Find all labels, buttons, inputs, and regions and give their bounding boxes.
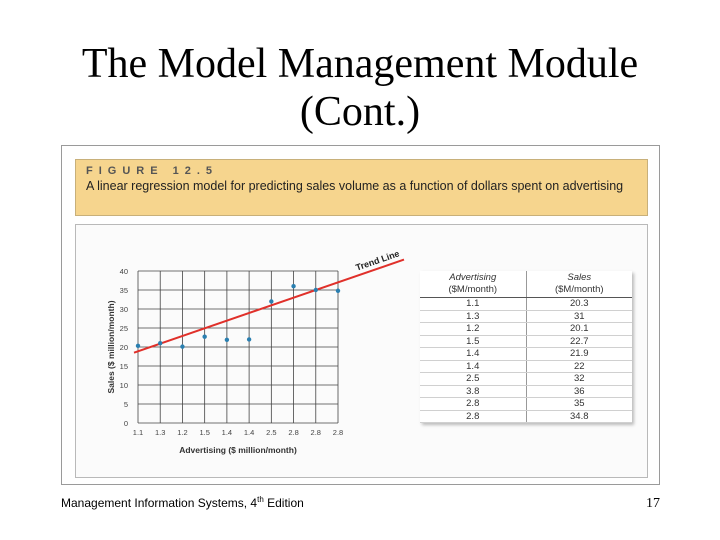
page-number: 17 (646, 496, 660, 511)
table-row (420, 335, 632, 348)
y-tick-label: 40 (119, 267, 128, 276)
footer-text (61, 495, 304, 510)
cell-sales: 21.9 (526, 348, 632, 361)
y-tick-label: 30 (119, 305, 128, 314)
figure-caption: A linear regression model for predicting sales volume as a function of dollars spent on advertising (86, 179, 624, 193)
footer-edition: Edition (263, 496, 304, 510)
cell-sales: 35 (526, 398, 632, 411)
cell-sales: 20.3 (526, 298, 632, 311)
table-row (420, 385, 632, 398)
x-tick-label: 1.3 (155, 428, 166, 437)
data-point (247, 337, 251, 341)
x-tick-label: 1.2 (177, 428, 188, 437)
cell-advertising: 1.5 (420, 335, 526, 348)
y-tick-label: 15 (119, 362, 128, 371)
cell-sales: 34.8 (526, 410, 632, 423)
y-tick-label: 35 (119, 286, 128, 295)
cell-advertising: 2.8 (420, 410, 526, 423)
cell-sales: 32 (526, 373, 632, 386)
data-point (180, 344, 184, 348)
cell-advertising: 1.4 (420, 348, 526, 361)
x-tick-label: 1.4 (221, 428, 233, 437)
figure-header (75, 159, 648, 216)
header-title: Sales (567, 272, 592, 283)
slide-title (0, 40, 720, 136)
y-tick-label: 10 (119, 381, 128, 390)
figure-body (75, 224, 648, 478)
cell-sales: 20.1 (526, 323, 632, 336)
data-point (314, 288, 318, 292)
table-row (420, 360, 632, 373)
header-unit: ($M/month) (554, 284, 604, 295)
figure-label: FIGURE 12.5 (86, 165, 219, 177)
cell-sales: 22.7 (526, 335, 632, 348)
footer-sup: th (257, 495, 264, 504)
data-table (420, 271, 632, 423)
table-body (420, 298, 632, 423)
trend-line (134, 260, 404, 353)
data-point (158, 341, 162, 345)
data-point (136, 344, 140, 348)
x-tick-label: 2.8 (332, 428, 344, 437)
cell-advertising: 2.5 (420, 373, 526, 386)
x-tick-label: 2.8 (310, 428, 321, 437)
header-unit: ($M/month) (448, 284, 498, 295)
cell-advertising: 1.1 (420, 298, 526, 311)
x-tick-label: 1.1 (132, 428, 144, 437)
table-row (420, 348, 632, 361)
x-tick-label: 1.4 (243, 428, 255, 437)
cell-advertising: 1.4 (420, 360, 526, 373)
x-axis-label: Advertising ($ million/month) (179, 445, 297, 455)
cell-sales: 36 (526, 385, 632, 398)
cell-advertising: 1.2 (420, 323, 526, 336)
y-tick-label: 20 (119, 343, 128, 352)
data-point (269, 299, 273, 303)
trend-line-label: Trend Line (354, 248, 401, 273)
y-tick-label: 0 (123, 419, 128, 428)
table-header-sales (526, 271, 632, 298)
cell-sales: 22 (526, 360, 632, 373)
slide-title-line1: The Model Management Module (81, 41, 639, 87)
x-tick-label: 1.5 (199, 428, 210, 437)
table-row (420, 373, 632, 386)
cell-advertising: 2.8 (420, 398, 526, 411)
table-row (420, 298, 632, 311)
header-title: Advertising (449, 272, 497, 283)
table-row (420, 410, 632, 423)
data-point (202, 335, 206, 339)
data-point (225, 338, 229, 342)
table-header-row (420, 271, 632, 298)
y-tick-label: 25 (119, 324, 128, 333)
x-tick-label: 2.8 (288, 428, 299, 437)
data-point (336, 289, 340, 293)
slide-title-line2: (Cont.) (299, 89, 421, 135)
table-row (420, 323, 632, 336)
table-row (420, 310, 632, 323)
table-header-advertising (420, 271, 526, 298)
data-point (291, 284, 295, 288)
y-tick-label: 5 (123, 400, 128, 409)
table-row (420, 398, 632, 411)
cell-advertising: 3.8 (420, 385, 526, 398)
figure-frame (61, 145, 660, 485)
cell-advertising: 1.3 (420, 310, 526, 323)
cell-sales: 31 (526, 310, 632, 323)
y-axis-label: Sales ($ million/month) (106, 300, 116, 394)
footer-title: Management Information Systems, 4 (61, 496, 258, 510)
x-tick-label: 2.5 (266, 428, 277, 437)
